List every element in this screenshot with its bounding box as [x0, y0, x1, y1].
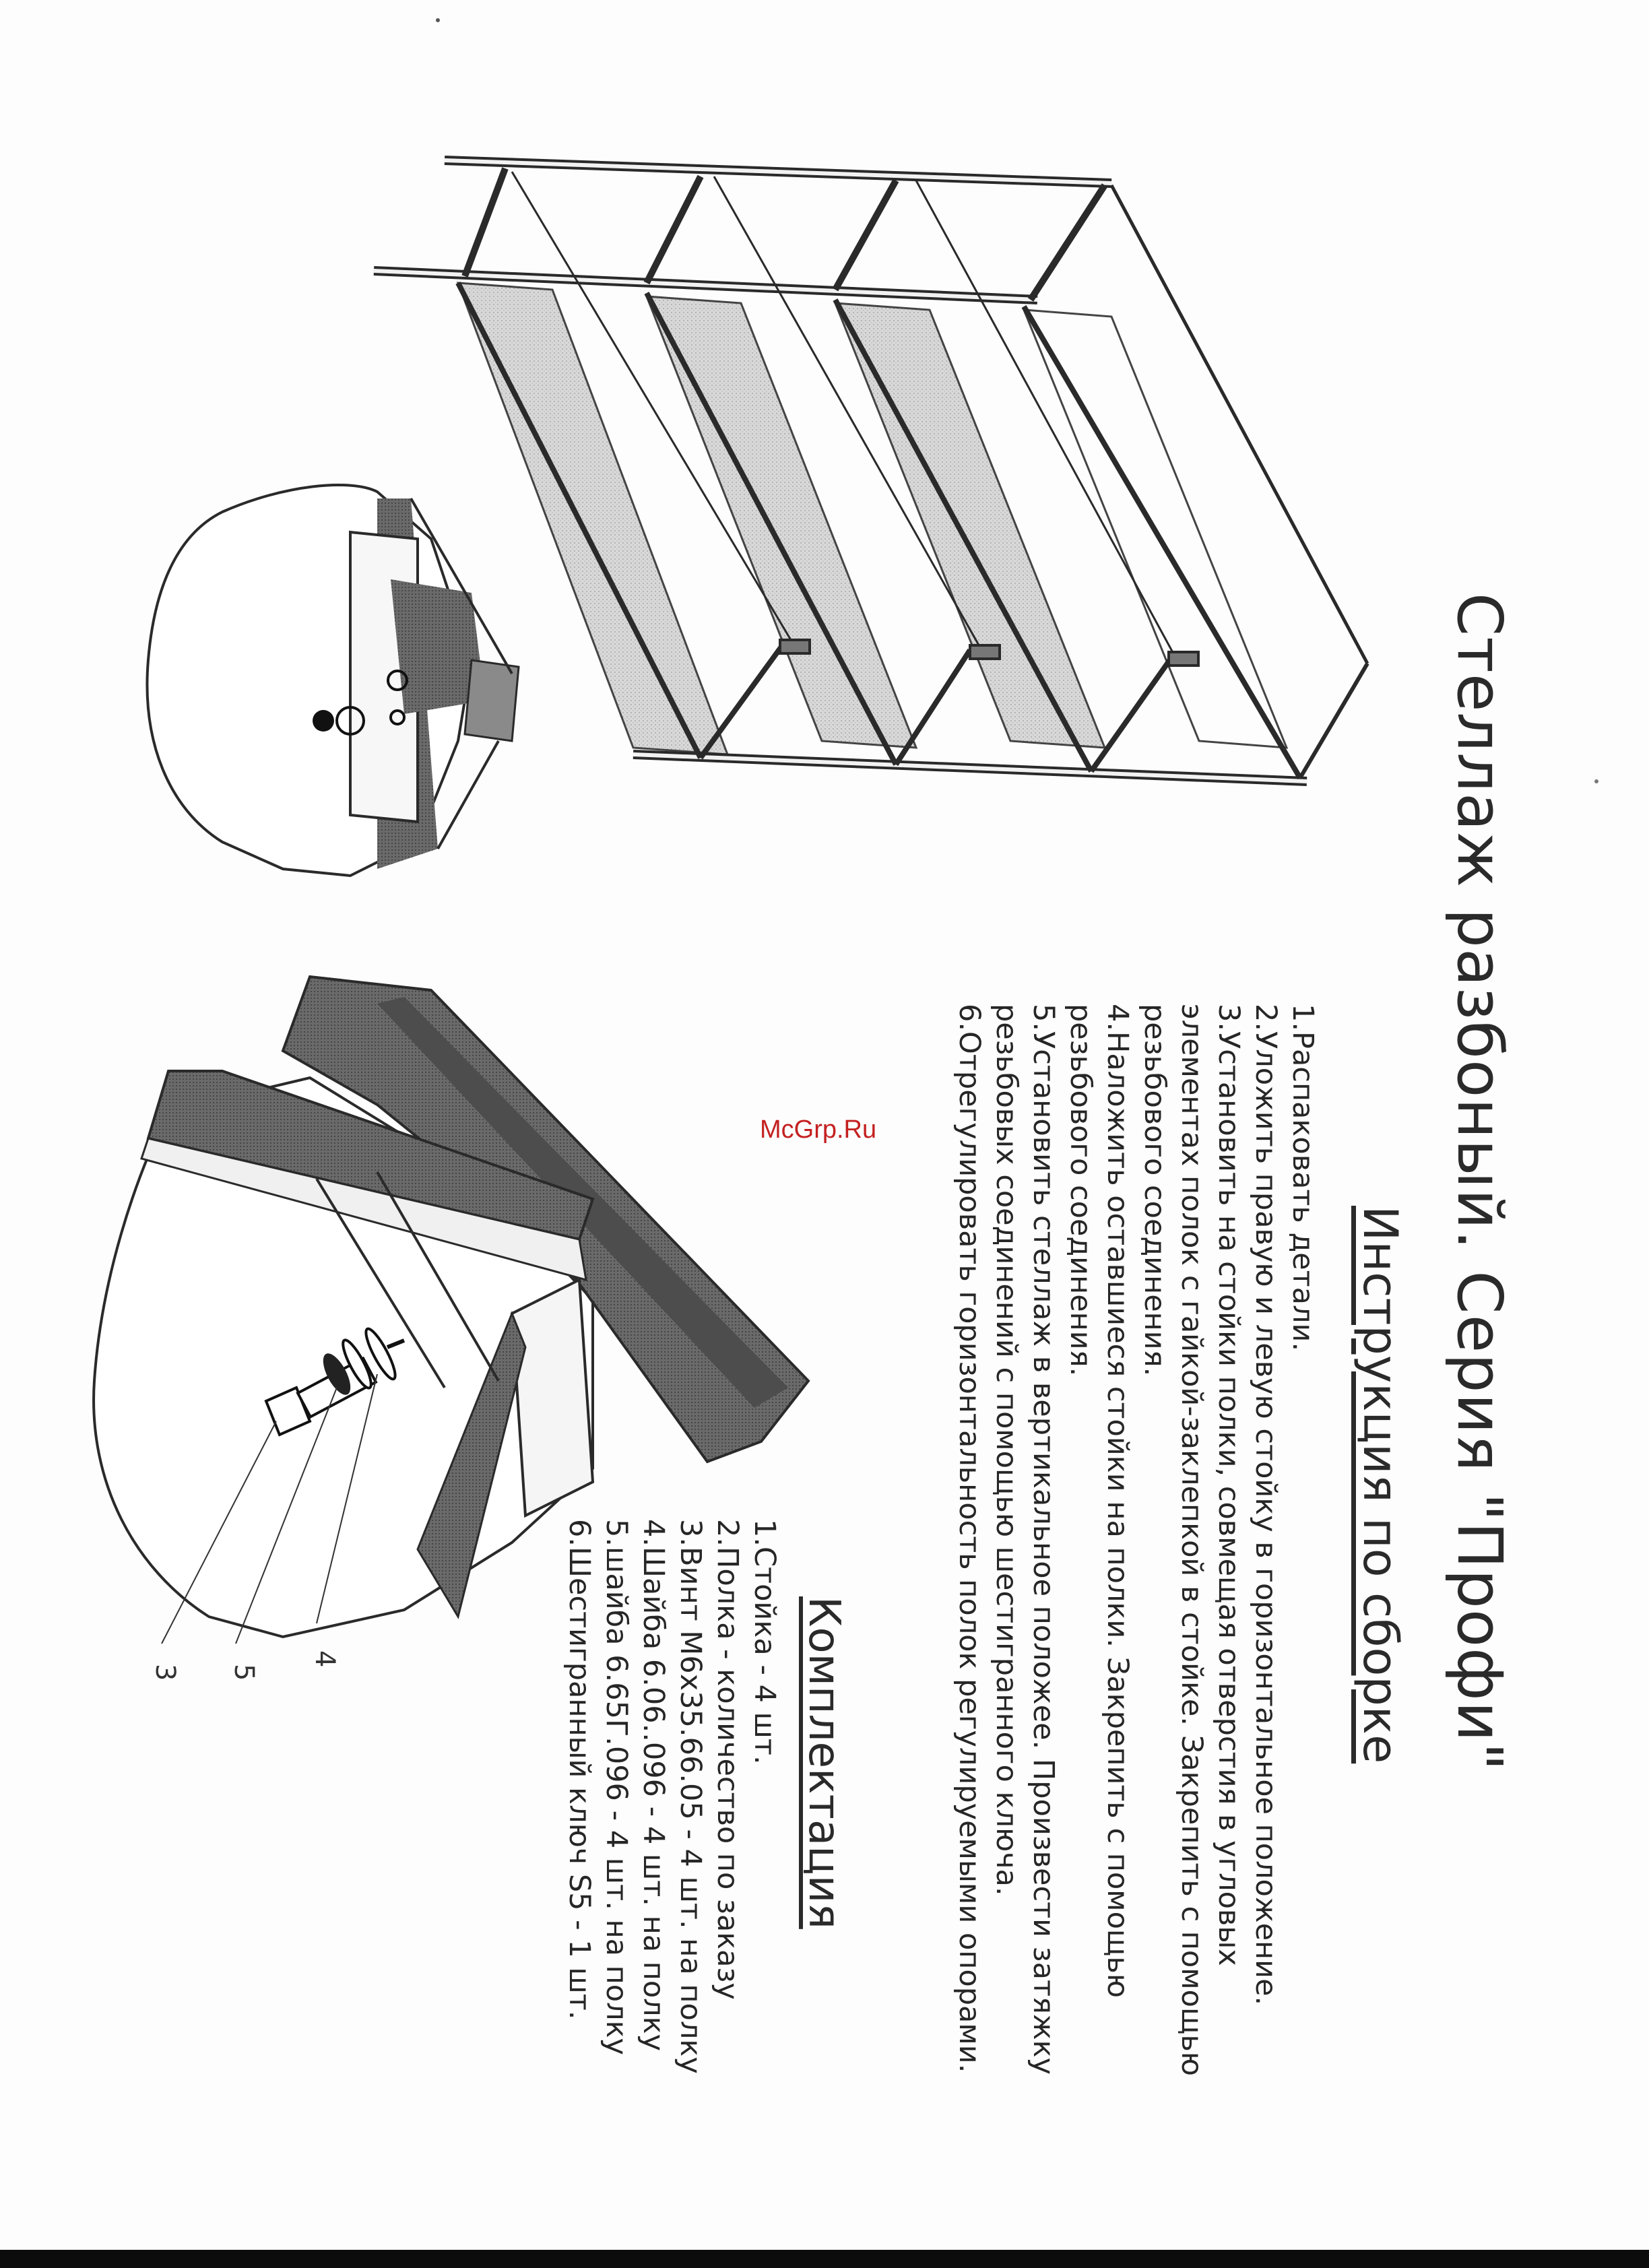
- instructions-heading: Инструкция по сборке: [1353, 1206, 1408, 1764]
- kit-item: 6.Шестигранный ключ S5 - 1 шт.: [562, 1519, 596, 2020]
- kit-item: 4.Шайба 6.06..096 - 4 шт. на полку: [637, 1519, 670, 2052]
- watermark: McGrp.Ru: [760, 1115, 877, 1144]
- kit-item: 2.Полка - количество по заказу: [711, 1519, 744, 2000]
- step-line: элементах полок с гайкой-заклепкой в стойке. Закрепить с помощью: [1175, 1004, 1208, 2076]
- scan-edge-bar: [0, 2250, 1649, 2268]
- step-line: 2.Уложить правую и левую стойку в горизонтальное положение.: [1249, 1004, 1283, 2006]
- callout-5: 5: [228, 1664, 259, 1681]
- step-line: резьбовых соединений с помощью шестигранного ключа.: [990, 1004, 1023, 1896]
- corner-detail-drawing: [147, 485, 519, 876]
- callout-3: 3: [150, 1664, 181, 1681]
- step-line: 6.Отрегулировать горизонтальность полок регулируемыми опорами.: [952, 1004, 986, 2073]
- shelving-unit-drawing: [374, 160, 1367, 781]
- step-line: 5.Установить стеллаж в вертикальное положее. Произвести затяжку: [1027, 1004, 1060, 2075]
- step-line: 4.Наложить оставшиеся стойки на полки. Закрепить с помощью: [1101, 1004, 1134, 1998]
- kit-item: 1.Стойка - 4 шт.: [748, 1519, 781, 1765]
- step-line: резьбового соединения.: [1138, 1004, 1171, 1377]
- kit-item: 5.шайба 6.65Г.096 - 4 шт. на полку: [600, 1519, 633, 2055]
- document-title: Стеллаж разбоный. Серия "Профи": [1444, 593, 1516, 1772]
- step-line: 3.Установить на стойки полки, совмещая отверстия в угловых: [1212, 1004, 1246, 1966]
- kit-heading: Комплектация: [799, 1596, 849, 1929]
- callout-4: 4: [309, 1650, 340, 1668]
- step-line: 1.Распаковать детали.: [1286, 1004, 1320, 1352]
- step-line: резьбового соединения.: [1064, 1004, 1097, 1377]
- kit-item: 3.Винт М6х35.66.05 - 4 шт. на полку: [674, 1519, 707, 2074]
